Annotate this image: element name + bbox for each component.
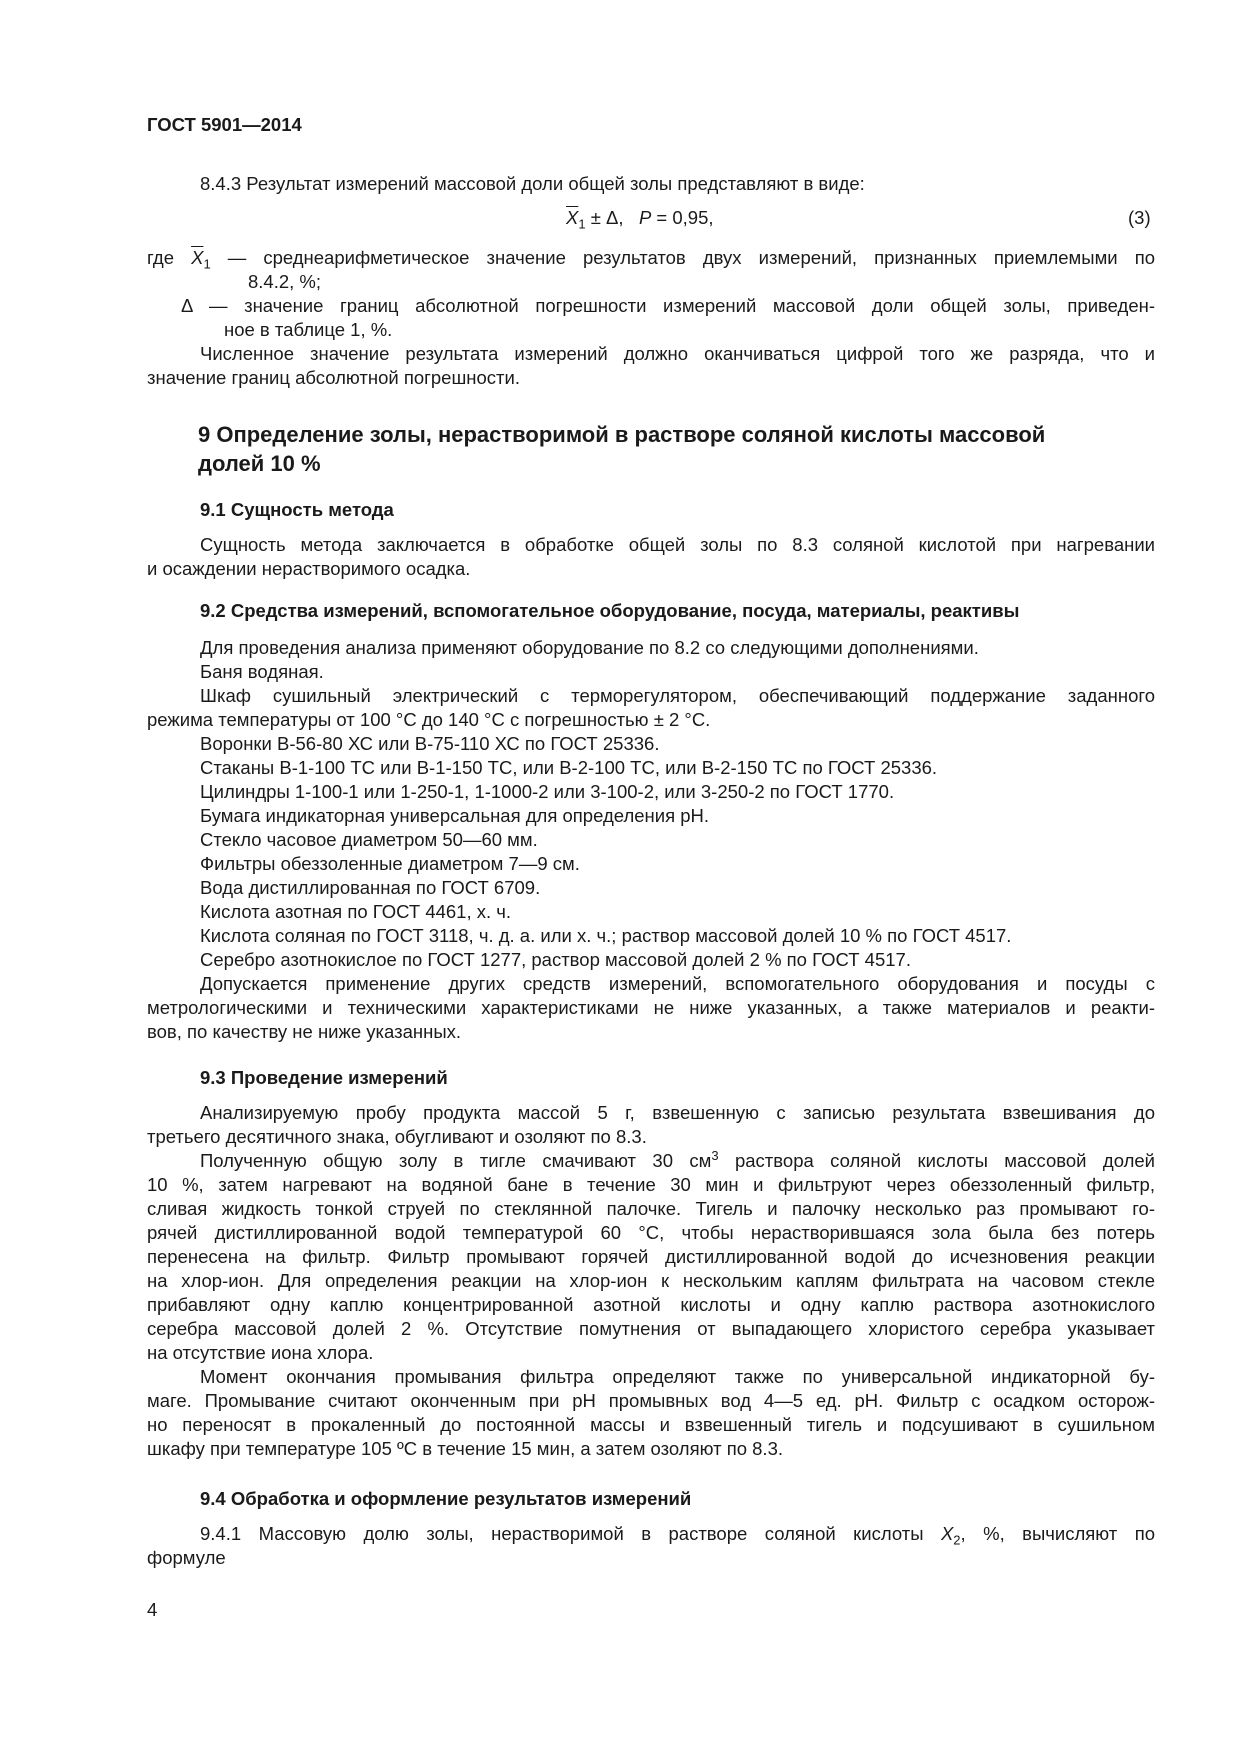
page-number: 4 [147, 1599, 158, 1620]
where-x1-line1: где $\overline{X}_1$ — среднеарифметическое значение результатов двух измерений, признанных приемлемыми по [147, 247, 1156, 272]
section-9-title: 9 Определение золы, нерастворимой в растворе соляной кислоты массовой долей 10 % [198, 422, 1046, 476]
equipment-item: Для проведения анализа применяют оборудование по 8.2 со следующими дополнениями. [200, 637, 979, 658]
equipment-item: Стекло часовое диаметром 50—60 мм. [200, 829, 538, 850]
equipment-item: Бумага индикаторная универсальная для определения рН. [200, 805, 710, 826]
section-9-2-list: Для проведения анализа применяют оборудование по 8.2 со следующими дополнениями. Баня водяная. Шкаф сушильный электрический с терморегулятором, обеспечивающий поддержание заданного режима температуры от 100 °С до 140 °С с погрешностью ± 2 °С. Воронки В-56-80 ХС или В-75-110 ХС по ГОСТ 25336. Стаканы В-1-100 ТС или В-1-150 ТС, или В-2-100 ТС, или В-2-150 ТС по ГОСТ 25336. Цилиндры 1-100-1 или 1-250-1, 1-1000-2 или 3-100-2, или 3-250-2 по ГОСТ 1770. Бумага индикаторная универсальная для определения рН. Стекло часовое диаметром 50—60 мм. Фильтры обеззоленные диаметром 7—9 см. Вода дистиллированная по ГОСТ 6709. Кислота азотная по ГОСТ 4461, х. ч. Кислота соляная по ГОСТ 3118, ч. д. а. или х. ч.; раствор массовой долей 10 % по ГОСТ 4517. Серебро азотнокислое по ГОСТ 1277, раствор массовой долей 2 % по ГОСТ 4517. Допускается применение других средств измерений, вспомогательного оборудования и посуды с метрологическими и техническими характеристиками не ниже указанных, а также материалов и реакти- вов, по качеству не ниже указанных. [147, 637, 1155, 1042]
where-delta-line1: Δ — значение границ абсолютной погрешности измерений массовой доли общей золы, приведен- [181, 295, 1155, 316]
section-9-4-title: 9.4 Обработка и оформление результатов измерений [200, 1488, 692, 1509]
equipment-item: Шкаф сушильный электрический с терморегулятором, обеспечивающий поддержание заданного [200, 685, 1155, 706]
section-9-3-title: 9.3 Проведение измерений [200, 1067, 448, 1088]
section-9-1-title: 9.1 Сущность метода [200, 499, 394, 520]
section-8-4-3-intro: 8.4.3 Результат измерений массовой доли общей золы представляют в виде: [200, 173, 865, 194]
equipment-item: Серебро азотнокислое по ГОСТ 1277, раствор массовой долей 2 % по ГОСТ 4517. [200, 949, 911, 970]
equipment-item: Цилиндры 1-100-1 или 1-250-1, 1-1000-2 или 3-100-2, или 3-250-2 по ГОСТ 1770. [200, 781, 895, 802]
equipment-item: Кислота соляная по ГОСТ 3118, ч. д. а. или х. ч.; раствор массовой долей 10 % по ГОСТ 4517. [200, 925, 1012, 946]
formula-where-list: где $\overline{X}_1$ — среднеарифметическое значение результатов двух измерений, признанных приемлемыми по 8.4.2, %; Δ — значение границ абсолютной погрешности измерений массовой доли общей золы, приведен- ное в таблице 1, %. Численное значение результата измерений должно оканчиваться цифрой того же разряда, что и значение границ абсолютной погрешности. [147, 247, 1156, 388]
equipment-item: Баня водяная. [200, 661, 324, 682]
standard-code: ГОСТ 5901—2014 [147, 114, 302, 135]
equipment-item: Кислота азотная по ГОСТ 4461, х. ч. [200, 901, 512, 922]
equipment-item: Стаканы В-1-100 ТС или В-1-150 ТС, или В-2-100 ТС, или В-2-150 ТС по ГОСТ 25336. [200, 757, 938, 778]
equipment-item: Вода дистиллированная по ГОСТ 6709. [200, 877, 541, 898]
equipment-item: Фильтры обеззоленные диаметром 7—9 см. [200, 853, 580, 874]
equipment-item: Воронки В-56-80 ХС или В-75-110 ХС по ГОСТ 25336. [200, 733, 660, 754]
section-9-4-1-text: 9.4.1 Массовую долю золы, нерастворимой в растворе соляной кислоты $X_2$, %, вычисляют по формуле [147, 1523, 1155, 1568]
section-9-2-title: 9.2 Средства измерений, вспомогательное оборудование, посуда, материалы, реактивы [200, 600, 1020, 621]
section-9-1-text: Сущность метода заключается в обработке общей золы по 8.3 соляной кислотой при нагревании и осаждении нерастворимого осадка. [147, 534, 1155, 579]
formula-expression: $\overline{X}_1 \pm \Delta$, P = 0,95, [566, 207, 714, 232]
formula-3 [0, 206, 1240, 236]
standard-code-header [147, 113, 1155, 137]
section-9-3-text: Анализируемую пробу продукта массой 5 г, взвешенную с записью результата взвешивания до третьего десятичного знака, обугливают и озоляют по 8.3. Полученную общую золу в тигле смачивают 30 $см^3$ раствора соляной кислоты массовой долей 10 %, затем нагревают на водяной бане в течение 30 мин и фильтруют через обеззоленный фильтр, сливая жидкость тонкой струей по стеклянной палочке. Тигель и палочку несколько раз промывают го- рячей дистиллированной водой температурой 60 °С, чтобы нерастворившаяся зола была без потерь перенесена на фильтр. Фильтр промывают горячей дистиллированной водой до исчезновения реакции на хлор-ион. Для определения реакции на хлор-ион к нескольким каплям фильтрата на часовом стекле прибавляют одну каплю концентрированной азотной кислоты и одну каплю раствора азотнокислого серебра массовой долей 2 %. Отсутствие помутнения от выпадающего хлористого серебра указывает на отсутствие иона хлора. Момент окончания промывания фильтра определяют также по универсальной индикаторной бу- маге. Промывание считают оконченным при рН промывных вод 4—5 ед. рН. Фильтр с осадком осторож- но переносят в прокаленный до постоянной массы и взвешенный тигель и подсушивают в сушильном шкафу при температуре 105 ºС в течение 15 мин, а затем озоляют по 8.3. [147, 1102, 1155, 1459]
formula-number: (3) [1128, 207, 1151, 228]
